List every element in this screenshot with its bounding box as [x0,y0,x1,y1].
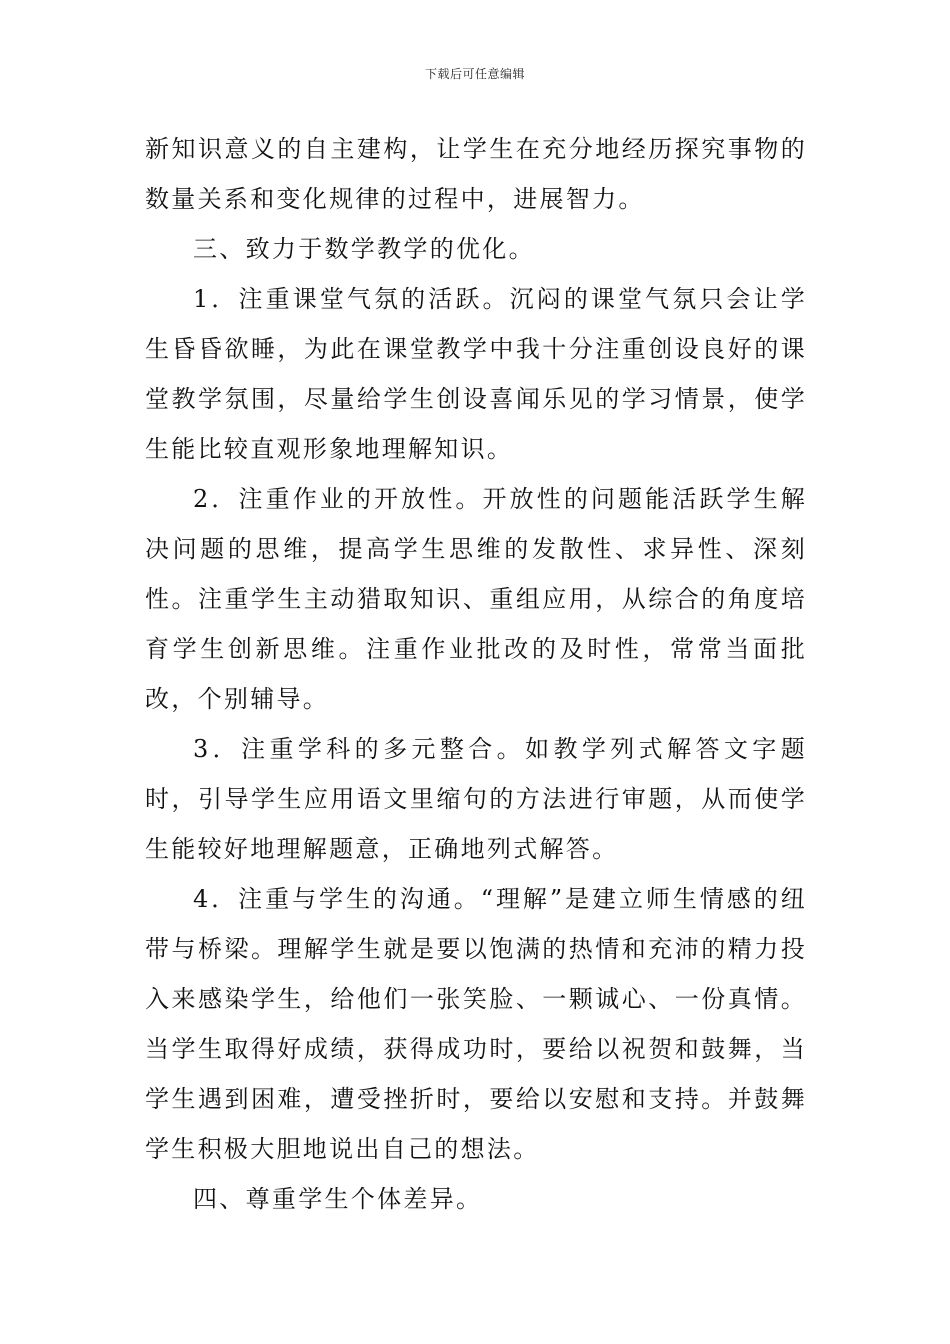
paragraph-item-2: 2．注重作业的开放性。开放性的问题能活跃学生解决问题的思维，提高学生思维的发散性、求异性、深刻性。注重学生主动猎取知识、重组应用，从综合的角度培育学生创新思维。注重作业批改的及时性，常常当面批改，个别辅导。 [145,485,807,713]
document-body [145,124,807,1224]
section-heading-3: 三、致力于数学教学的优化。 [193,235,535,263]
page-header: 下载后可任意编辑 [424,67,525,81]
paragraph-item-1: 1．注重课堂气氛的活跃。沉闷的课堂气氛只会让学生昏昏欲睡，为此在课堂教学中我十分注重创设良好的课堂教学氛围，尽量给学生创设喜闻乐见的学习情景，使学生能比较直观形象地理解知识。 [145,285,807,463]
paragraph-continuation: 新知识意义的自主建构，让学生在充分地经历探究事物的数量关系和变化规律的过程中，进展智力。 [145,135,807,213]
paragraph-item-3: 3．注重学科的多元整合。如教学列式解答文字题时，引导学生应用语文里缩句的方法进行审题，从而使学生能较好地理解题意，正确地列式解答。 [145,735,807,863]
paragraph-item-4: 4．注重与学生的沟通。“理解”是建立师生情感的纽带与桥梁。理解学生就是要以饱满的热情和充沛的精力投入来感染学生，给他们一张笑脸、一颗诚心、一份真情。当学生取得好成绩，获得成功时，要给以祝贺和鼓舞，当学生遇到困难，遭受挫折时，要给以安慰和支持。并鼓舞学生积极大胆地说出自己的想法。 [145,885,807,1163]
section-heading-4: 四、尊重学生个体差异。 [193,1185,483,1213]
